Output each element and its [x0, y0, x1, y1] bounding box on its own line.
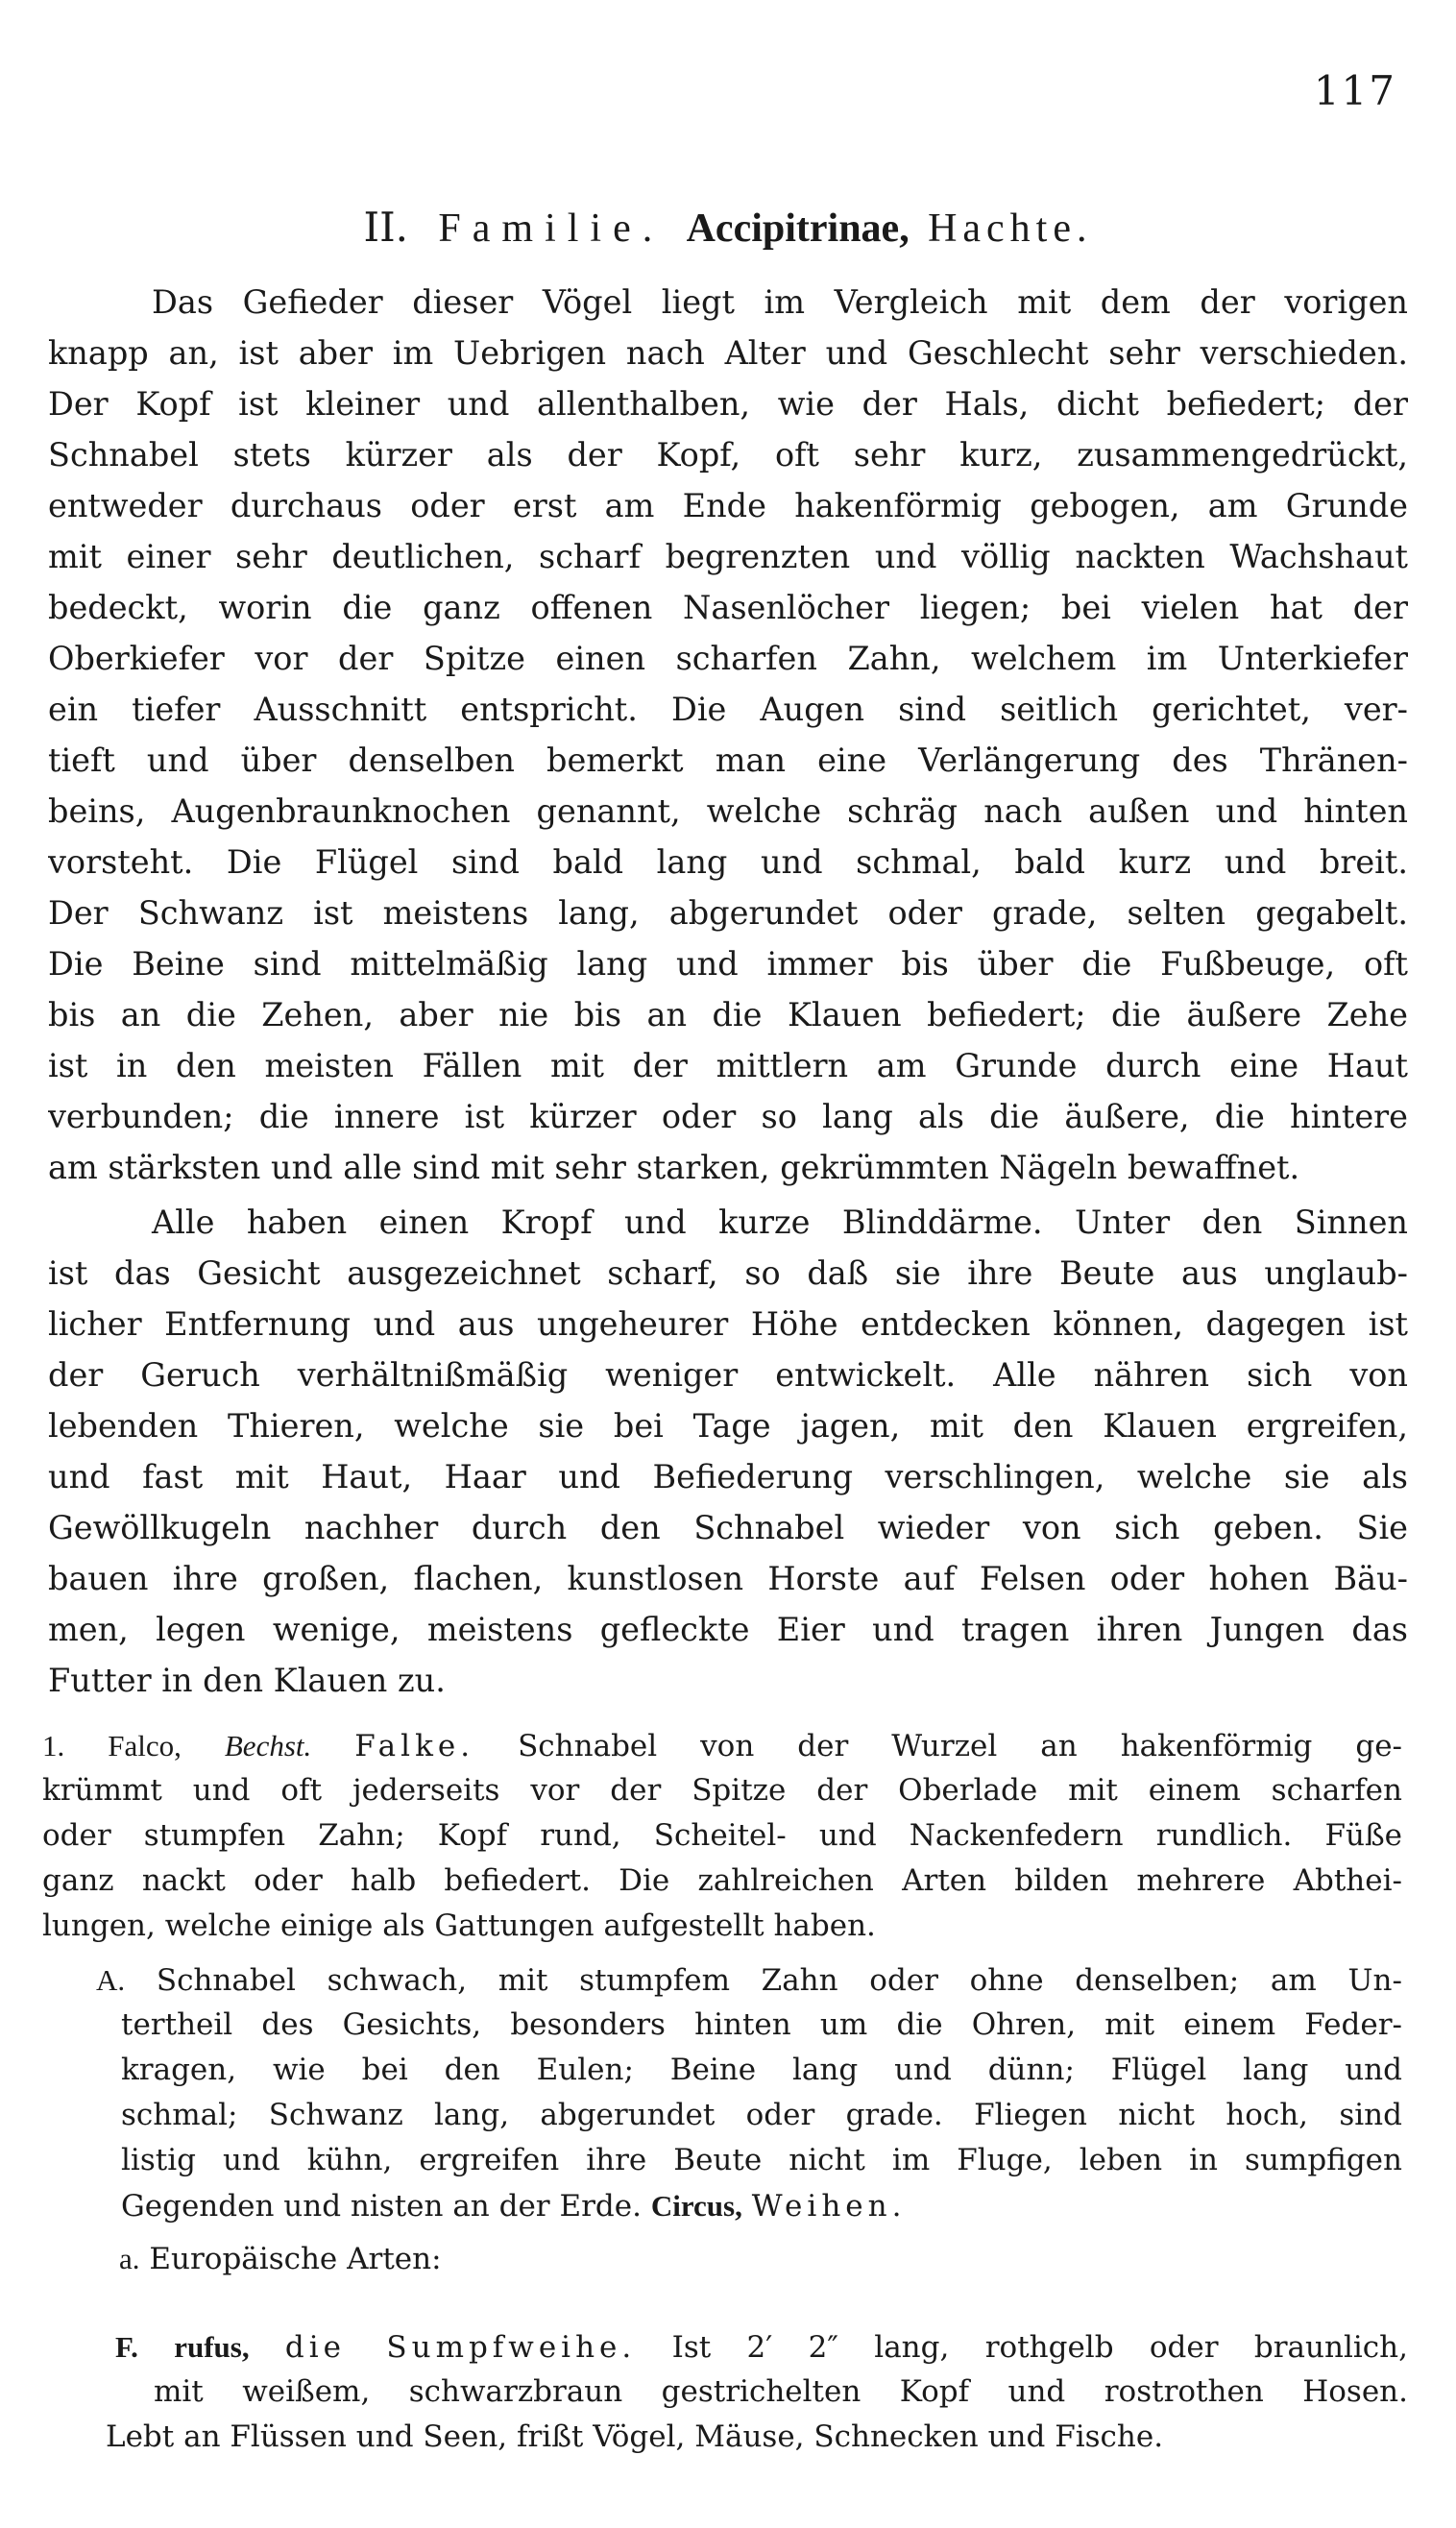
genus-circus-name: Circus, — [650, 2189, 742, 2223]
section-a — [96, 1957, 1402, 2228]
section-a-first-line-text: Schnabel schwach, mit stumpfem Zahn oder ohne denselben; am Un- — [156, 1963, 1402, 1998]
genus-german-name: Falke. — [354, 1729, 475, 1763]
section-a-last-line — [96, 2183, 1402, 2228]
text-line: schmal; Schwanz lang, abgerundet oder grade. Fliegen nicht hoch, sind — [121, 2098, 1402, 2132]
text-line: tieft und über denselben bemerkt man eine Verlängerung des Thränen- — [48, 741, 1408, 779]
text-line: bauen ihre großen, flachen, kunstlosen Horste auf Felsen oder hohen Bäu- — [48, 1560, 1408, 1597]
section-a-first-line — [96, 1957, 1402, 2003]
family-latin-name: Accipitrinae, — [686, 207, 910, 251]
text-line: krümmt und oft jederseits vor der Spitze der Oberlade mit einem scharfen — [42, 1773, 1402, 1808]
text-line: der Geruch verhältnißmäßig weniger entwickelt. Alle nähren sich von — [48, 1356, 1408, 1394]
family-german-name: Hachte. — [928, 207, 1093, 251]
habits-paragraph — [48, 1197, 1408, 1706]
text-line: licher Entfernung und aus ungeheurer Höhe entdecken können, dagegen ist — [48, 1305, 1408, 1343]
species-entry — [106, 2324, 1408, 2460]
text-line: men, legen wenige, meistens gefleckte Eier und tragen ihren Jungen das — [48, 1611, 1408, 1648]
subsection-label: a. — [119, 2242, 140, 2275]
text-line: Gewöllkugeln nachher durch den Schnabel wieder von sich geben. Sie — [48, 1509, 1408, 1546]
genus-number: 1. — [42, 1729, 65, 1762]
text-line: am stärksten und alle sind mit sehr starken, gekrümmten Nägeln bewaffnet. — [48, 1149, 1300, 1186]
genus-latin-name: Falco, — [108, 1729, 182, 1762]
text-line: ist in den meisten Fällen mit der mittlern am Grunde durch eine Haut — [48, 1047, 1408, 1084]
genus-first-line — [42, 1723, 1402, 1768]
family-heading — [0, 204, 1456, 252]
text-line: ganz nackt oder halb befiedert. Die zahlreichen Arten bilden mehrere Abthei- — [42, 1863, 1402, 1898]
family-number: II. — [363, 204, 409, 251]
text-line: Das Gefieder dieser Vögel liegt im Vergleich mit dem der vorigen — [152, 283, 1408, 321]
species-first-line — [115, 2324, 1408, 2370]
family-label: Familie. — [438, 207, 665, 251]
text-line: Lebt an Flüssen und Seen, frißt Vögel, Mäuse, Schnecken und Fische. — [106, 2419, 1164, 2454]
text-line: Futter in den Klauen zu. — [48, 1662, 446, 1699]
text-line: lebenden Thieren, welche sie bei Tage jagen, mit den Klauen ergreifen, — [48, 1407, 1408, 1445]
text-line: listig und kühn, ergreifen ihre Beute nicht im Fluge, leben in sumpfigen — [121, 2143, 1402, 2177]
text-line: vorsteht. Die Flügel sind bald lang und schmal, bald kurz und breit. — [48, 843, 1408, 881]
species-label: F. — [115, 2330, 138, 2364]
text-line: oder stumpfen Zahn; Kopf rund, Scheitel- und Nackenfedern rundlich. Füße — [42, 1818, 1402, 1853]
genus-circus-german: Weihen. — [751, 2189, 907, 2224]
text-line: Die Beine sind mittelmäßig lang und immer bis über die Fußbeuge, oft — [48, 945, 1408, 983]
text-line: Der Schwanz ist meistens lang, abgerundet oder grade, selten gegabelt. — [48, 894, 1408, 932]
text-line: mit weißem, schwarzbraun gestrichelten Kopf und rostrothen Hosen. — [154, 2374, 1408, 2409]
text-line: Schnabel stets kürzer als der Kopf, oft sehr kurz, zusammengedrückt, — [48, 436, 1408, 474]
text-line: Oberkiefer vor der Spitze einen scharfen Zahn, welchem im Unterkiefer — [48, 640, 1408, 677]
text-line: knapp an, ist aber im Uebrigen nach Alter und Geschlecht sehr verschieden. — [48, 334, 1408, 372]
text-line: entweder durchaus oder erst am Ende hakenförmig gebogen, am Grunde — [48, 487, 1408, 524]
text-line: bedeckt, worin die ganz offenen Nasenlöcher liegen; bei vielen hat der — [48, 589, 1408, 626]
text-line: Der Kopf ist kleiner und allenthalben, wie der Hals, dicht befiedert; der — [48, 385, 1408, 423]
text-line: tertheil des Gesichts, besonders hinten um die Ohren, mit einem Feder- — [121, 2007, 1402, 2042]
text-line: kragen, wie bei den Eulen; Beine lang und dünn; Flügel lang und — [121, 2053, 1402, 2087]
page-number: 117 — [1313, 67, 1396, 114]
section-a-label: A. — [96, 1963, 126, 1997]
species-first-line-text: Ist 2′ 2″ lang, rothgelb oder braunlich, — [671, 2330, 1408, 2365]
text-line: und fast mit Haut, Haar und Befiederung verschlingen, welche sie als — [48, 1458, 1408, 1495]
genus-entry — [42, 1723, 1402, 1949]
text-line: mit einer sehr deutlichen, scharf begrenzten und völlig nackten Wachshaut — [48, 538, 1408, 575]
subsection-heading — [119, 2236, 1456, 2281]
text-line: ein tiefer Ausschnitt entspricht. Die Augen sind seitlich gerichtet, ver- — [48, 691, 1408, 728]
subsection-line — [119, 2236, 1456, 2281]
text-line: lungen, welche einige als Gattungen aufgestellt haben. — [42, 1908, 876, 1943]
subsection-title: Europäische Arten: — [149, 2242, 442, 2276]
species-german-name: die Sumpfweihe. — [284, 2330, 637, 2365]
text-line: Alle haben einen Kropf und kurze Blinddärme. Unter den Sinnen — [152, 1203, 1408, 1241]
section-a-last-line-text: Gegenden und nisten an der Erde. — [121, 2189, 642, 2224]
text-line: verbunden; die innere ist kürzer oder so lang als die äußere, die hintere — [48, 1098, 1408, 1135]
description-paragraph — [48, 277, 1408, 1193]
genus-author: Bechst. — [224, 1729, 312, 1762]
text-line: beins, Augenbraunknochen genannt, welche schräg nach außen und hinten — [48, 792, 1408, 830]
text-line: bis an die Zehen, aber nie bis an die Klauen befiedert; die äußere Zehe — [48, 996, 1408, 1033]
text-line: ist das Gesicht ausgezeichnet scharf, so daß sie ihre Beute aus unglaub- — [48, 1254, 1408, 1292]
species-latin-name: rufus, — [174, 2330, 250, 2364]
genus-first-line-text: Schnabel von der Wurzel an hakenförmig ge- — [518, 1729, 1402, 1763]
